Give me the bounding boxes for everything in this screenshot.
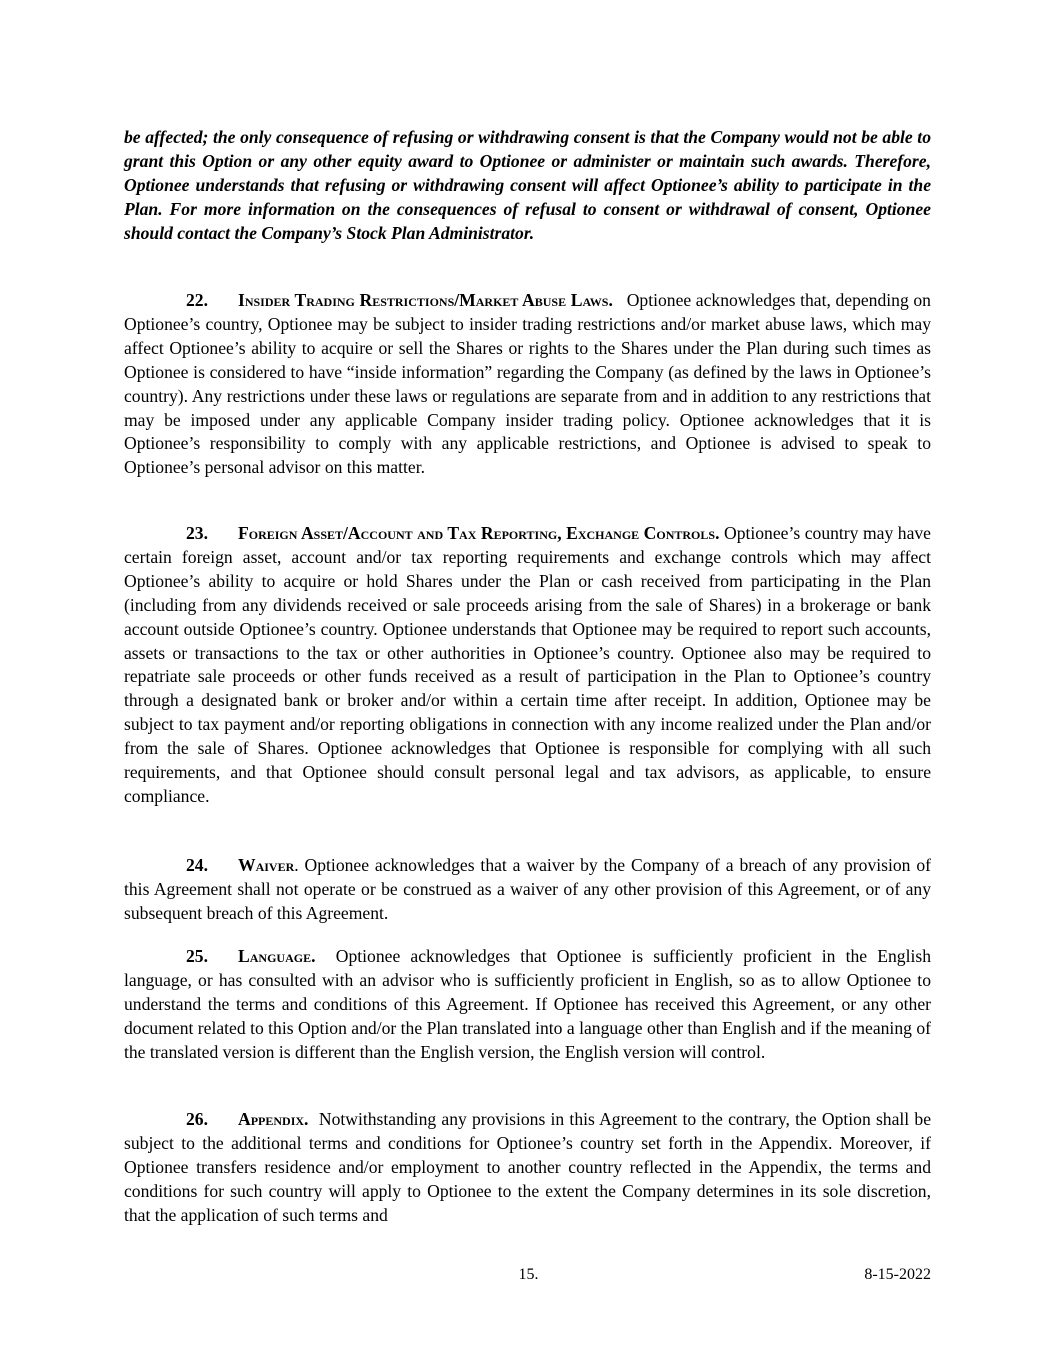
intro-paragraph: be affected; the only consequence of refusing or withdrawing consent is that the Company would not be able to grant this Option or any other equity award to Optionee or administer or maintain such awards. Therefore, Optionee understands that refusing or withdrawing consent will affect Optionee’s ability to participate in the Plan. For more information on the consequences of refusal to consent or withdrawal of consent, Optionee should contact the Company’s Stock Plan Administrator. (124, 127, 931, 243)
section-number: 24. (186, 855, 208, 875)
section-26 (124, 1108, 931, 1228)
section-23 (124, 522, 931, 809)
section-text: Notwithstanding any provisions in this Agreement to the contrary, the Option shall be subject to the additional terms and conditions for Optionee’s country set forth in the Appendix. Moreover, if Optionee transfers residence and/or employment to another country reflected in the Appendix, the terms and conditions for such country will apply to Optionee to the extent the Company determines in its sole discretion, that the application of such terms and (124, 1109, 932, 1225)
section-heading: Appendix. (238, 1109, 309, 1129)
section-number: 22. (186, 290, 208, 310)
section-number: 26. (186, 1109, 208, 1129)
section-heading: Waiver (238, 855, 295, 875)
page-number: 15. (518, 1266, 539, 1283)
document-date: 8-15-2022 (864, 1266, 931, 1283)
section-text: Optionee’s country may have certain foreign asset, account and/or tax reporting requirements and exchange controls which may affect Optionee’s ability to acquire or hold Shares under the Plan or cash received from participating in the Plan (including from any dividends received or sale proceeds arising from the sale of Shares) in a brokerage or bank account outside Optionee’s country. Optionee understands that Optionee may be required to report such accounts, assets or transactions to the tax or other authorities in Optionee’s country. Optionee also may be required to repatriate sale proceeds or other funds received as a result of participation in the Plan to Optionee’s country through a designated bank or broker and/or within a certain time after receipt. In addition, Optionee may be subject to tax payment and/or reporting obligations in connection with any income realized under the Plan and/or from the sale of Shares. Optionee acknowledges that Optionee is responsible for complying with all such requirements, and that Optionee should consult personal legal and tax advisors, as applicable, to ensure compliance. (124, 523, 931, 806)
section-text: Optionee acknowledges that Optionee is sufficiently proficient in the English language, or has consulted with an advisor who is sufficiently proficient in English, so as to allow Optionee to understand the terms and conditions of this Agreement. If Optionee has received this Agreement, or any other document related to this Option and/or the Plan translated into a language other than English and if the meaning of the translated version is different than the English version, the English version will control. (124, 946, 932, 1062)
section-24 (124, 854, 931, 926)
section-heading: Foreign Asset/Account and Tax Reporting, Exchange Controls. (238, 523, 720, 543)
section-text: . Optionee acknowledges that a waiver by the Company of a breach of any provision of this Agreement shall not operate or be construed as a waiver of any other provision of this Agreement, or of any subsequent breach of this Agreement. (124, 855, 931, 923)
section-heading: Language. (238, 946, 316, 966)
section-22 (124, 289, 931, 480)
section-number: 25. (186, 946, 208, 966)
section-heading: Insider Trading Restrictions/Market Abuse Laws. (238, 290, 613, 310)
section-number: 23. (186, 523, 208, 543)
section-text: Optionee acknowledges that, depending on Optionee’s country, Optionee may be subject to insider trading restrictions and/or market abuse laws, which may affect Optionee’s ability to acquire or sell the Shares or rights to the Shares under the Plan during such times as Optionee is considered to have “inside information” regarding the Company (as defined by the laws in Optionee’s country). Any restrictions under these laws or regulations are separate from and in addition to any restrictions that may be imposed under any applicable Company insider trading policy. Optionee acknowledges that it is Optionee’s responsibility to comply with any applicable restrictions, and Optionee is advised to speak to Optionee’s personal advisor on this matter. (124, 290, 931, 478)
section-25 (124, 945, 931, 1065)
